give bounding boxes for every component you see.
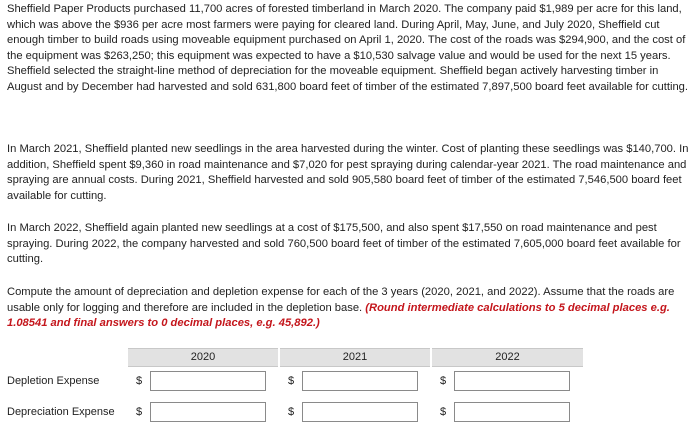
depletion-2021-field[interactable]: [302, 371, 418, 391]
depletion-2022-field[interactable]: [454, 371, 570, 391]
currency-symbol: $: [288, 375, 295, 387]
column-header-2022: 2022: [432, 348, 583, 367]
depreciation-2020-input[interactable]: [151, 404, 265, 422]
problem-paragraph-3: In March 2022, Sheffield again planted new seedlings at a cost of $175,500, and also spent $17,550 on road maintenance and pest spraying. During 2022, the company harvested and sold 760,500 board feet of timber of the estimated 7,605,000 board feet available for cutting.: [7, 222, 681, 266]
depletion-2020-input[interactable]: [151, 373, 265, 391]
column-header-2020: 2020: [128, 348, 278, 367]
depreciation-2021-input[interactable]: [303, 404, 417, 422]
rounding-instruction: (Round intermediate calculations to 5 decimal places e.g. 1.08541 and final answers to 0 decimal places, e.g. 45,892.): [7, 301, 670, 330]
question-text: Compute the amount of depreciation and depletion expense for each of the 3 years (2020, 2021, and 2022). Assume that the roads are usable only for logging and therefore are included in the depletion base.: [7, 286, 675, 314]
depreciation-2022-input[interactable]: [455, 404, 569, 422]
depletion-2020-field[interactable]: [150, 371, 266, 391]
currency-symbol: $: [136, 375, 143, 387]
currency-symbol: $: [440, 375, 447, 387]
problem-paragraph-2: In March 2021, Sheffield planted new seedlings in the area harvested during the winter. Cost of planting these seedlings was $140,700. In addition, Sheffield spent $9,360 in road maintenance and $7,020 for pest spraying during calendar-year 2021. The road maintenance and spraying are annual costs. During 2021, Sheffield harvested and sold 905,580 board feet of timber of the estimated 7,546,500 board feet available for cutting.: [7, 143, 689, 202]
depreciation-2020-field[interactable]: [150, 402, 266, 422]
column-header-2021: 2021: [280, 348, 430, 367]
depletion-2022-input[interactable]: [455, 373, 569, 391]
depreciation-2021-field[interactable]: [302, 402, 418, 422]
currency-symbol: $: [440, 406, 447, 418]
row-label-depletion-expense: Depletion Expense: [7, 375, 100, 387]
depreciation-2022-field[interactable]: [454, 402, 570, 422]
currency-symbol: $: [136, 406, 143, 418]
row-label-depreciation-expense: Depreciation Expense: [7, 406, 115, 418]
currency-symbol: $: [288, 406, 295, 418]
question-paragraph: [7, 285, 689, 332]
depletion-2021-input[interactable]: [303, 373, 417, 391]
problem-paragraph-1: Sheffield Paper Products purchased 11,700 acres of forested timberland in March 2020. The company paid $1,989 per acre for this land, which was above the $936 per acre most farmers were paying for cleared land. During April, May, June, and July 2020, Sheffield cut enough timber to build roads using moveable equipment purchased on April 1, 2020. The cost of the roads was $294,900, and the cost of the equipment was $263,250; this equipment was expected to have a $10,530 salvage value and would be used for the next 15 years. Sheffield selected the straight-line method of depreciation for the moveable equipment. Sheffield began actively harvesting timber in August and by December had harvested and sold 631,800 board feet of timber of the estimated 7,897,500 board feet available for cutting.: [7, 3, 689, 93]
header-blank-cell: [4, 348, 126, 365]
